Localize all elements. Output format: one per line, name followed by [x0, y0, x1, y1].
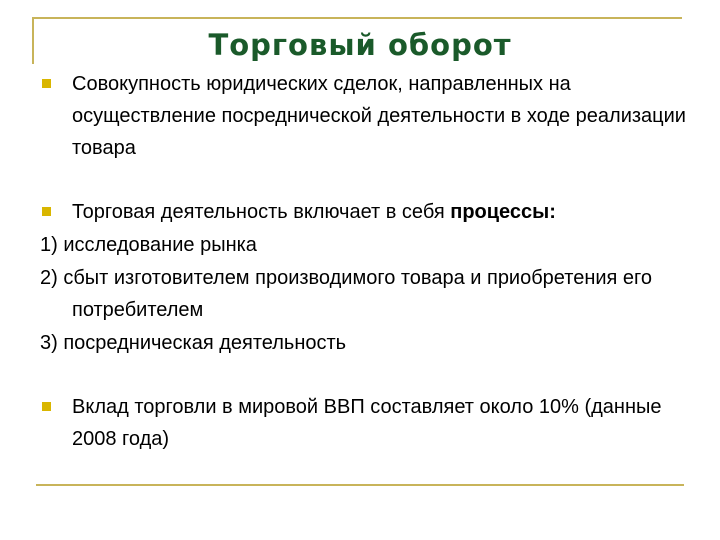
- square-bullet-icon: [42, 79, 51, 88]
- square-bullet-icon: [42, 207, 51, 216]
- spacer: [40, 164, 690, 196]
- square-bullet-icon: [42, 402, 51, 411]
- bullet-item-gdp: [40, 391, 690, 455]
- bullet-text: Вклад торговли в мировой ВВП составляет около 10% (данные 2008 года): [72, 396, 662, 450]
- spacer: [40, 359, 690, 391]
- frame-top-line: [32, 17, 682, 19]
- bullet-text: Торговая деятельность включает в себя: [72, 201, 451, 223]
- frame-bottom-line: [36, 484, 684, 486]
- slide-content: [40, 68, 690, 455]
- bullet-text: Совокупность юридических сделок, направленных на осуществление посреднической деятельности в ходе реализации товара: [72, 73, 686, 159]
- bullet-item-processes: [40, 196, 690, 228]
- process-item: 1) исследование рынка: [40, 234, 257, 256]
- bullet-text-bold: процессы:: [450, 201, 556, 223]
- process-item: 3) посредническая деятельность: [40, 332, 347, 354]
- process-item: 2) сбыт изготовителем производимого товара и приобретения его потребителем: [40, 267, 653, 321]
- slide-title: Торговый оборот: [208, 28, 512, 62]
- bullet-item-definition: [40, 68, 690, 164]
